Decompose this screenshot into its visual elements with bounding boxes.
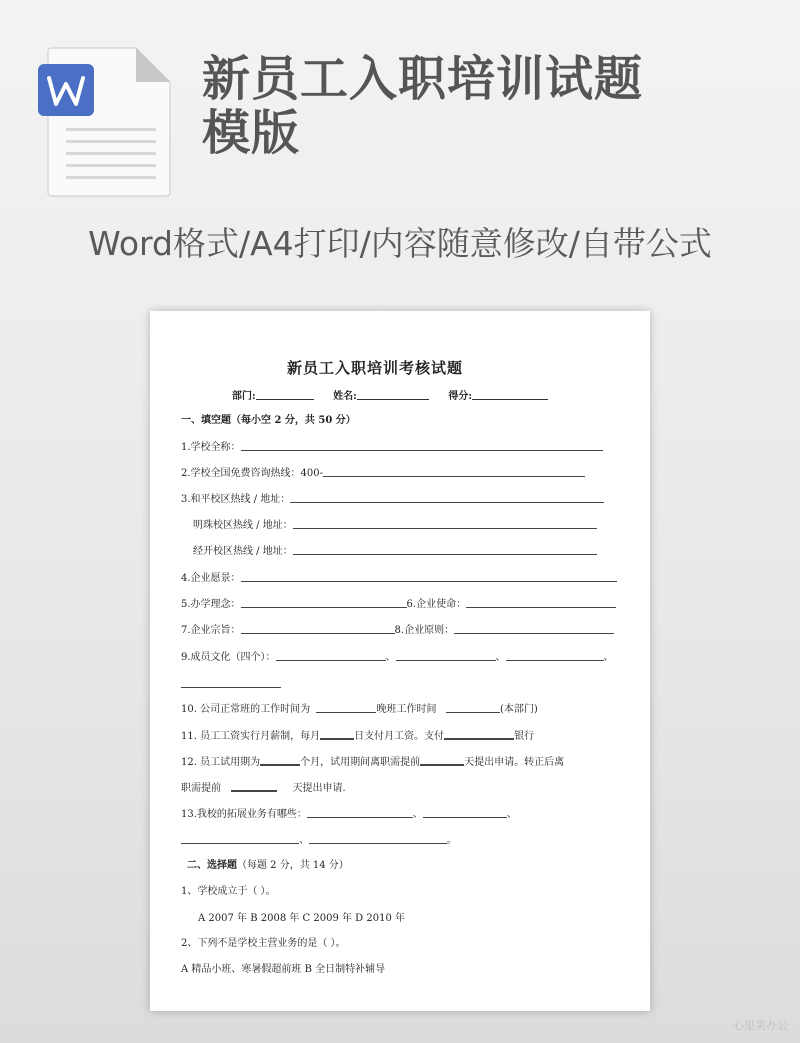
name-label: 姓名: xyxy=(333,391,357,402)
question-1: 1.学校全称： xyxy=(181,440,603,455)
question-9: 9.成员文化（四个）： 、 、 、 xyxy=(181,652,614,663)
section-2-heading: 二、选择题（每题 2 分，共 14 分） xyxy=(187,860,349,871)
name-blank xyxy=(357,389,429,400)
meta-row xyxy=(232,387,564,402)
choice-1: 1、学校成立于（ ）。 xyxy=(181,886,276,897)
dept-blank xyxy=(256,389,314,400)
word-file-icon xyxy=(38,46,172,198)
choice-1-options: A 2007 年 B 2008 年 C 2009 年 D 2010 年 xyxy=(198,913,406,924)
question-11: 11. 员工工资实行月薪制，每月 日支付月工资。支付 银行 xyxy=(181,728,534,744)
hero-title-line2: 模版 xyxy=(202,105,301,161)
question-7-8: 7.企业宗旨： 8.企业原则： xyxy=(181,623,614,638)
question-3b: 明珠校区热线 / 地址： xyxy=(193,518,597,533)
choice-2: 2、下列不是学校主营业务的是（ ）。 xyxy=(181,938,346,949)
question-2: 2.学校全国免费咨询热线：400- xyxy=(181,466,585,481)
question-3c: 经开校区热线 / 地址： xyxy=(193,544,597,559)
choice-2-options: A 精品小班、寒暑假超前班 B 全日制特补辅导 xyxy=(181,964,386,975)
question-13-cont: 、 。 xyxy=(181,833,457,848)
watermark: 心里美办公 xyxy=(733,1019,788,1032)
question-4: 4.企业愿景： xyxy=(181,571,617,586)
document-page xyxy=(150,311,650,1011)
dept-label: 部门: xyxy=(232,391,256,402)
question-12: 12. 员工试用期为 个月，试用期间离职需提前 天提出申请。转正后离 xyxy=(181,754,564,770)
question-10: 10. 公司正常班的工作时间为 晚班工作时间 (本部门) xyxy=(181,704,538,715)
question-5-6: 5.办学理念： 6.企业使命： xyxy=(181,597,616,612)
hero-title xyxy=(202,52,762,160)
hero-title-line1: 新员工入职培训试题 xyxy=(202,51,644,107)
tagline: Word格式/A4打印/内容随意修改/自带公式 xyxy=(88,224,712,263)
question-9-cont xyxy=(181,677,281,692)
score-blank xyxy=(472,389,548,400)
score-label: 得分: xyxy=(448,391,473,402)
question-3: 3.和平校区热线 / 地址： xyxy=(181,492,604,507)
document-title: 新员工入职培训考核试题 xyxy=(286,359,463,377)
question-13: 13.我校的拓展业务有哪些： 、 、 xyxy=(181,809,517,820)
section-1-heading: 一、填空题（每小空 2 分，共 50 分） xyxy=(181,415,356,426)
question-12-cont: 职需提前 天提出申请. xyxy=(181,780,346,796)
